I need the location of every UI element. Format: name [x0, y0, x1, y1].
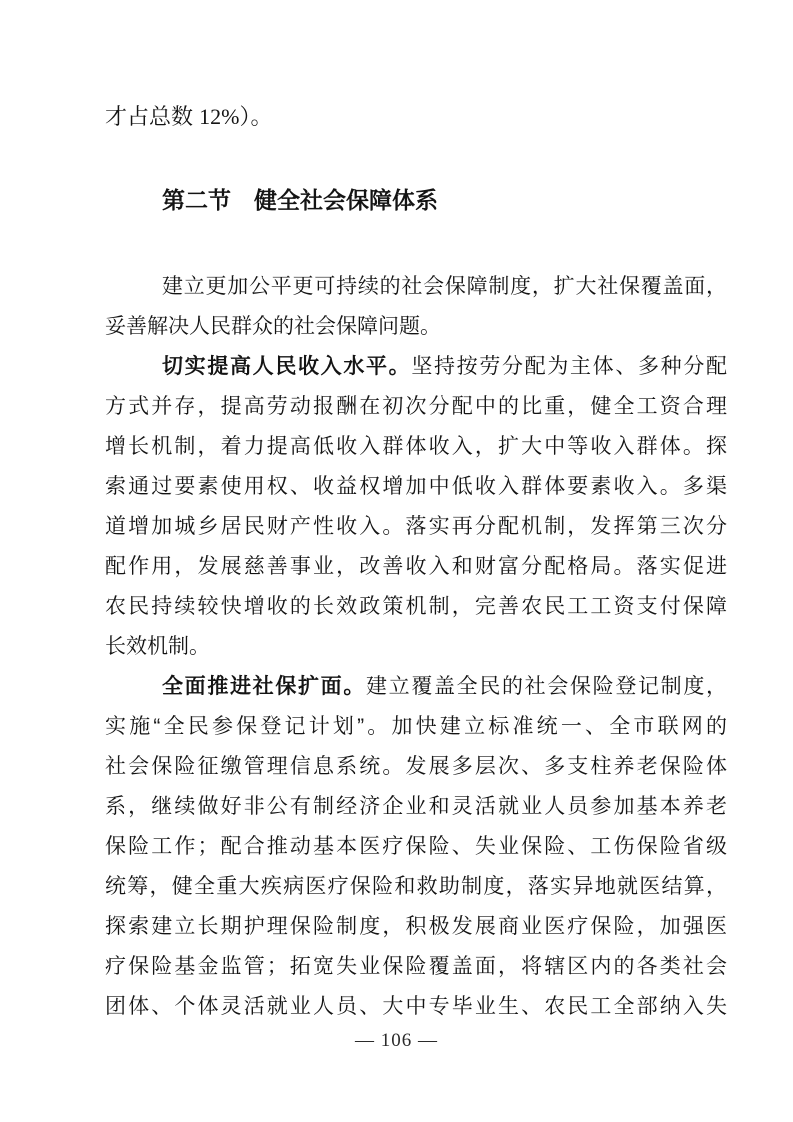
- text-segment: 探索建立长期护理保险制度，积极发展商业医疗保险，加强医: [105, 915, 727, 938]
- text-segment: 妥善解决人民群众的社会保障问题。: [105, 315, 441, 338]
- text-segment: 团体、个体灵活就业人员、大中专毕业生、农民工全部纳入失: [105, 995, 727, 1018]
- text-segment: 配作用，发展慈善事业，改善收入和财富分配格局。落实促进: [105, 555, 727, 578]
- text-segment: 全面推进社保扩面。: [162, 675, 366, 698]
- text-line: [105, 667, 727, 707]
- continuation-line: [105, 97, 745, 137]
- section-heading: 第二节 健全社会保障体系: [162, 187, 438, 213]
- text-line: [105, 707, 727, 747]
- text-line: [105, 307, 727, 347]
- text-line: [105, 907, 727, 947]
- text-segment: 实施“全民参保登记计划”。加快建立标准统一、全市联网的: [105, 715, 727, 738]
- text-segment: 索通过要素使用权、收益权增加中低收入群体要素收入。多渠: [105, 475, 727, 498]
- text-line: [105, 787, 727, 827]
- text-segment: 方式并存，提高劳动报酬在初次分配中的比重，健全工资合理: [105, 395, 727, 418]
- text-segment: 长效机制。: [105, 635, 210, 658]
- text-segment: 才占总数: [105, 104, 200, 129]
- text-segment: ）。: [239, 104, 273, 129]
- text-line: [105, 467, 727, 507]
- text-segment: 增长机制，着力提高低收入群体收入，扩大中等收入群体。探: [105, 435, 727, 458]
- document-body: [105, 267, 727, 1027]
- text-segment: 建立覆盖全民的社会保险登记制度，: [366, 675, 727, 698]
- text-line: [105, 627, 727, 667]
- text-line: [105, 747, 727, 787]
- text-segment: 农民持续较快增收的长效政策机制，完善农民工工资支付保障: [105, 595, 727, 618]
- text-line: [105, 947, 727, 987]
- text-line: [105, 987, 727, 1027]
- text-line: [105, 427, 727, 467]
- text-line: [105, 387, 727, 427]
- text-line: [105, 867, 727, 907]
- text-line: [105, 587, 727, 627]
- text-line: [105, 347, 727, 387]
- text-line: [105, 547, 727, 587]
- text-line: [105, 507, 727, 547]
- text-segment: 社会保险征缴管理信息系统。发展多层次、多支柱养老保险体: [105, 755, 727, 778]
- page-number: — 106 —: [355, 1030, 438, 1051]
- text-line: [105, 267, 727, 307]
- text-segment: 系，继续做好非公有制经济企业和灵活就业人员参加基本养老: [105, 795, 727, 818]
- text-segment: 切实提高人民收入水平。: [162, 355, 412, 378]
- text-line: [105, 827, 727, 867]
- text-segment: 保险工作；配合推动基本医疗保险、失业保险、工伤保险省级: [105, 835, 727, 858]
- text-segment: 12%: [199, 104, 240, 129]
- text-segment: 坚持按劳分配为主体、多种分配: [411, 355, 728, 378]
- text-segment: 建立更加公平更可持续的社会保障制度，扩大社保覆盖面，: [162, 275, 727, 298]
- text-segment: 道增加城乡居民财产性收入。落实再分配机制，发挥第三次分: [105, 515, 727, 538]
- text-segment: 统筹，健全重大疾病医疗保险和救助制度，落实异地就医结算，: [105, 875, 727, 898]
- text-segment: 疗保险基金监管；拓宽失业保险覆盖面，将辖区内的各类社会: [105, 955, 727, 978]
